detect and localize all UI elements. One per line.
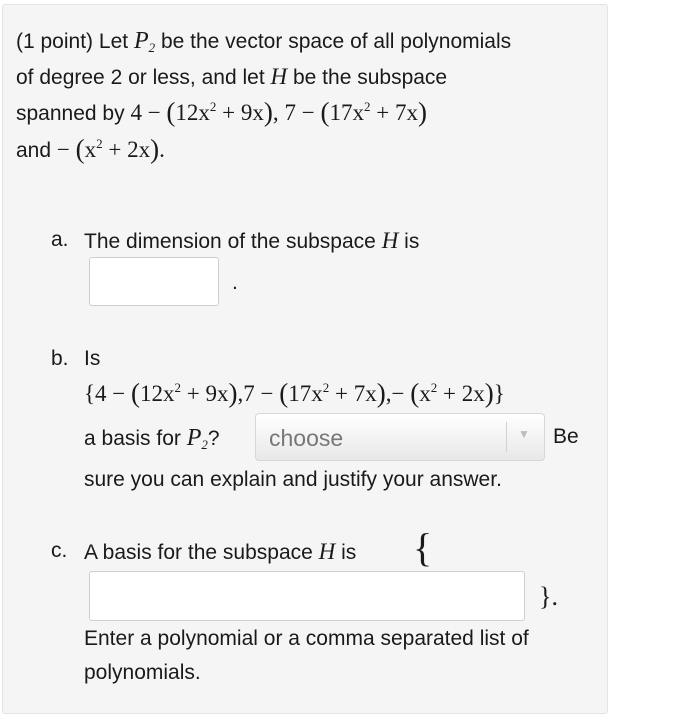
be-text: Be bbox=[553, 425, 579, 448]
polynomial-1: $4 - (12x^2 + 9x)$ bbox=[130, 97, 273, 127]
chevron-down-icon[interactable]: ▼ bbox=[518, 427, 530, 441]
space-symbol: $P_2$ bbox=[133, 28, 156, 55]
help-text-line-2: polynomials. bbox=[84, 661, 201, 684]
part-b-label: b. bbox=[51, 347, 69, 370]
set-of-polynomials: $\{4 - (12x^2 + 9x),7 - (17x^2 + 7x),- (x^2 + 2x)\}$ bbox=[84, 378, 505, 408]
polynomial-2: $7 - (17x^2 + 7x)$ bbox=[284, 97, 427, 127]
part-a-question: The dimension of the subspace H is bbox=[84, 228, 420, 253]
problem-statement bbox=[16, 24, 606, 168]
open-brace: { bbox=[413, 525, 433, 570]
part-a-period: . bbox=[232, 271, 238, 294]
intro-line-1: (1 point) Let $P_2$ be the vector space of all polynomials bbox=[16, 28, 512, 55]
part-b-is: Is bbox=[84, 347, 101, 370]
help-text-line-1: Enter a polynomial or a comma separated list of bbox=[84, 627, 529, 650]
basis-input[interactable] bbox=[89, 571, 525, 621]
basis-question: a basis for $P_2$? bbox=[84, 425, 220, 452]
select-divider bbox=[506, 422, 507, 452]
subspace-symbol: H bbox=[270, 63, 288, 89]
part-c-label: c. bbox=[51, 539, 68, 562]
close-brace: }. bbox=[539, 582, 558, 611]
justify-note: sure you can explain and justify your answer. bbox=[84, 468, 502, 491]
basis-select[interactable] bbox=[255, 413, 545, 461]
part-a-label: a. bbox=[51, 228, 69, 251]
select-value: choose bbox=[269, 425, 344, 451]
dimension-input[interactable] bbox=[89, 257, 219, 306]
part-c-question: A basis for the subspace H is bbox=[84, 539, 357, 564]
intro-line-3: spanned by $4 - (12x^2 + 9x)$, $7 - (17x^2 + 7x)$ bbox=[16, 97, 427, 127]
intro-line-2: of degree 2 or less, and let H be the subspace bbox=[16, 63, 448, 89]
polynomial-3: − $(x^2 + 2x)$. bbox=[56, 133, 165, 164]
intro-line-4: and − $(x^2 + 2x)$. bbox=[16, 133, 165, 164]
